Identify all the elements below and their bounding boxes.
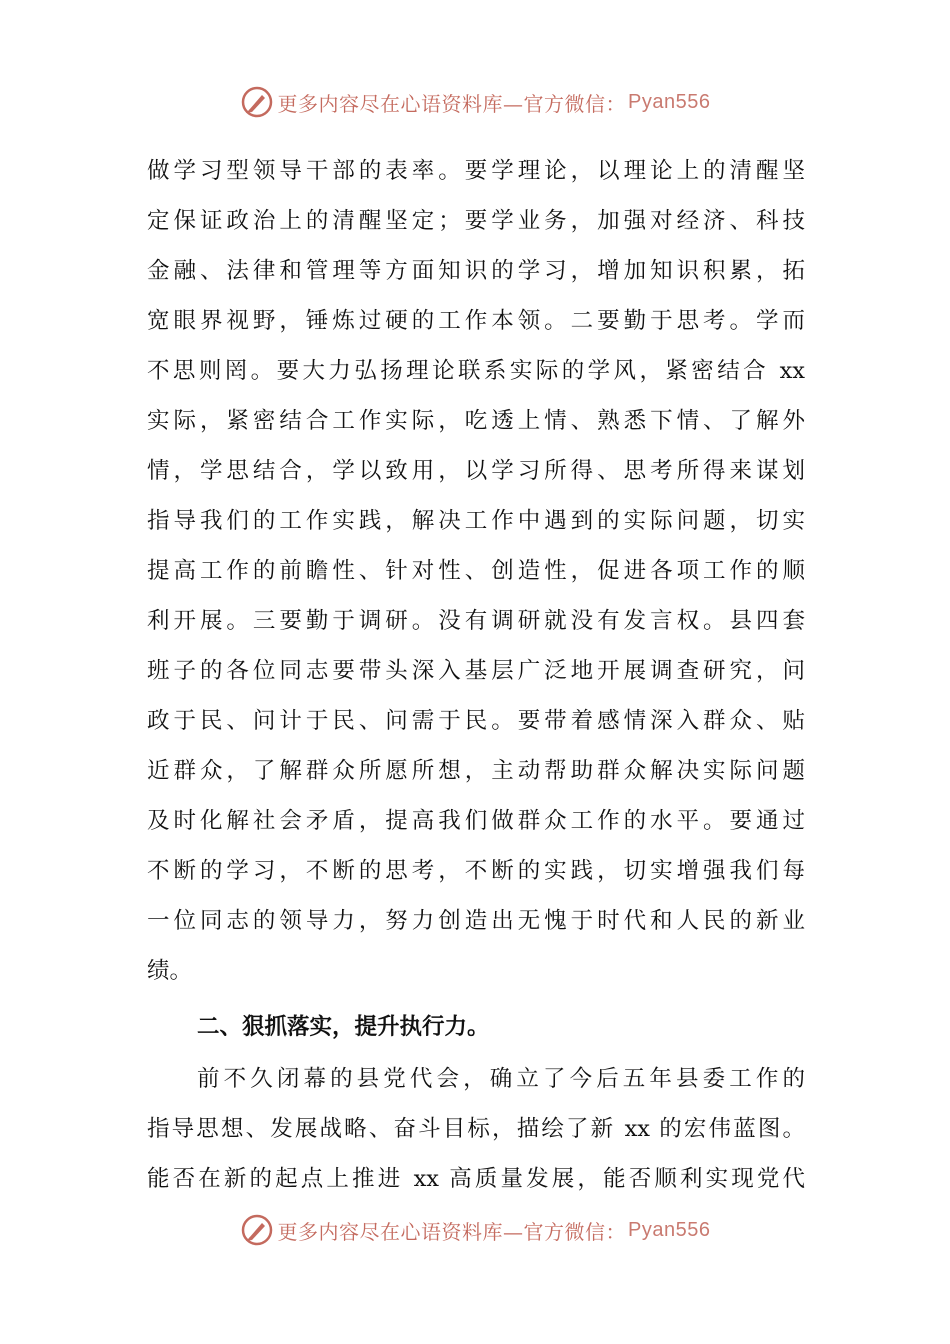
banner-wechat-id: Pyan556 xyxy=(628,1218,711,1241)
text-line: 近群众，了解群众所愿所想，主动帮助群众解决实际问题 xyxy=(147,758,805,784)
text-line: 政于民、问计于民、问需于民。要带着感情深入群众、贴 xyxy=(147,708,805,734)
text-line: 绩。 xyxy=(147,958,193,984)
text-line: 实际，紧密结合工作实际，吃透上情、熟悉下情、了解外 xyxy=(147,408,805,434)
text-line: 不思则罔。要大力弘扬理论联系实际的学风，紧密结合 xx xyxy=(147,358,805,384)
text-line: 及时化解社会矛盾，提高我们做群众工作的水平。要通过 xyxy=(147,808,805,834)
text-line: 指导我们的工作实践，解决工作中遇到的实际问题，切实 xyxy=(147,508,805,534)
text-line: 能否在新的起点上推进 xx 高质量发展，能否顺利实现党代 xyxy=(147,1166,805,1192)
pen-logo-icon xyxy=(240,1213,274,1247)
banner-text: 更多内容尽在心语资料库—官方微信： xyxy=(277,91,627,116)
header-watermark-banner xyxy=(0,82,950,122)
document-body xyxy=(147,146,805,1204)
section-heading: 二、狠抓落实，提升执行力。 xyxy=(197,1014,490,1040)
text-line: 指导思想、发展战略、奋斗目标，描绘了新 xx 的宏伟蓝图。 xyxy=(147,1116,805,1142)
text-line: 一位同志的领导力，努力创造出无愧于时代和人民的新业 xyxy=(147,908,805,934)
text-line: 做学习型领导干部的表率。要学理论，以理论上的清醒坚 xyxy=(147,158,805,184)
pen-logo-icon xyxy=(240,85,274,119)
text-line: 利开展。三要勤于调研。没有调研就没有发言权。县四套 xyxy=(147,608,805,634)
paragraph-1 xyxy=(147,146,805,996)
footer-watermark-banner xyxy=(0,1210,950,1250)
text-line: 班子的各位同志要带头深入基层广泛地开展调查研究，问 xyxy=(147,658,805,684)
paragraph-2 xyxy=(147,1054,805,1204)
text-line: 金融、法律和管理等方面知识的学习，增加知识积累，拓 xyxy=(147,258,805,284)
banner-wechat-id: Pyan556 xyxy=(628,90,711,113)
text-line: 提高工作的前瞻性、针对性、创造性，促进各项工作的顺 xyxy=(147,558,805,584)
text-line: 不断的学习，不断的思考，不断的实践，切实增强我们每 xyxy=(147,858,805,884)
text-line: 定保证政治上的清醒坚定；要学业务，加强对经济、科技 xyxy=(147,208,805,234)
text-line: 情，学思结合，学以致用，以学习所得、思考所得来谋划 xyxy=(147,458,805,484)
text-line: 宽眼界视野，锤炼过硬的工作本领。二要勤于思考。学而 xyxy=(147,308,805,334)
text-line: 前不久闭幕的县党代会，确立了今后五年县委工作的 xyxy=(197,1066,805,1092)
banner-text: 更多内容尽在心语资料库—官方微信： xyxy=(277,1219,627,1244)
